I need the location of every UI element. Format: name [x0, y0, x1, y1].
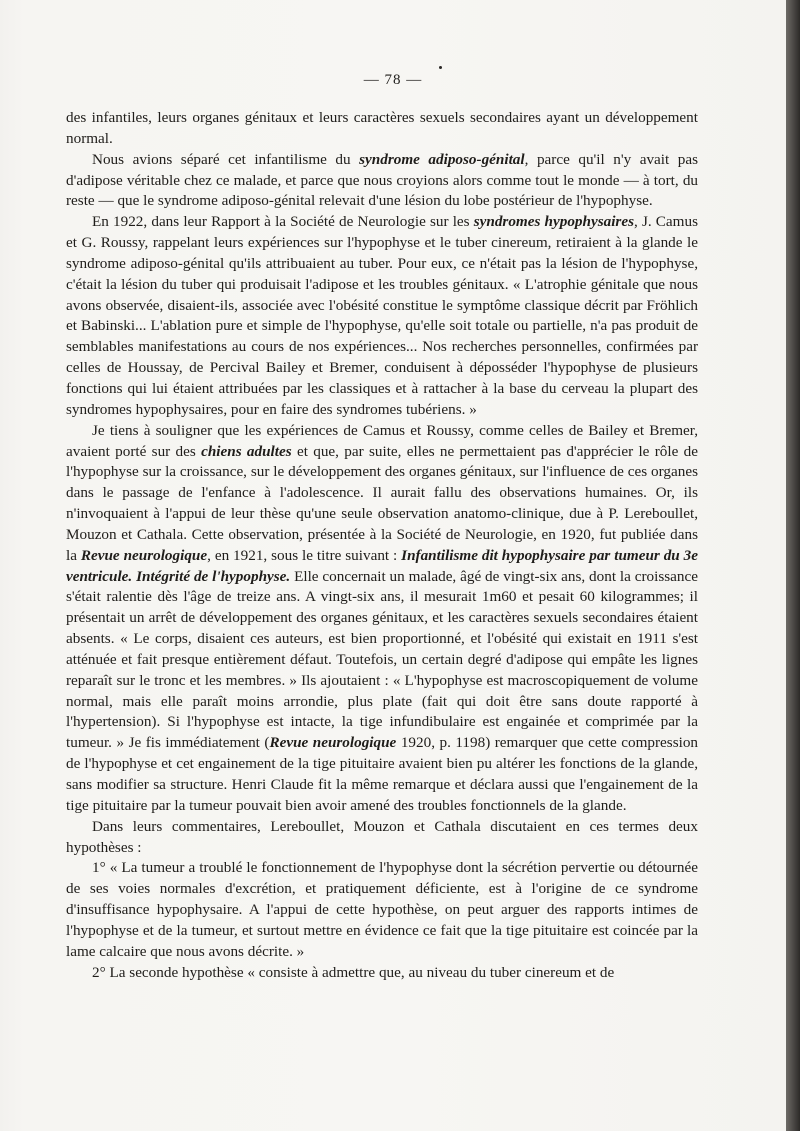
italic-phrase: Infantilisme dit hypophysaire par tumeur du 3e ventricule. Intégrité de l'hypophyse. — [66, 546, 698, 585]
text-run: 1° « La tumeur a troublé le fonctionnement de l'hypophyse dont la sécrétion pervertie ou détournée de ses voies normales d'excrétion, et pratiquement déficiente, est à l'origine de ce syndrome d'insuffisance hypophysaire. A l'appui de cette hypothèse, on peut arguer des rapports intimes de l'hypophyse et de la tumeur, et surtout mettre en évidence ce fait que la tige pituitaire est coincée par la lame calcaire que nous avons décrite. » — [66, 859, 698, 960]
text-run: Nous avions séparé cet infantilisme du — [92, 150, 360, 168]
italic-phrase: syndromes hypophysaires — [473, 213, 634, 231]
italic-phrase: syndrome adiposo-génital — [359, 150, 525, 168]
text-run: et que, par suite, elles ne permettaient pas d'apprécier le rôle de l'hypophyse sur la croissance, sur le développement des organes génitaux, sur l'influence de ces organes dans le passage de l'enfance à l'adolescence. Il aurait fallu des observations humaines. Or, ils n'invoquaient à l'appui de leur thèse qu'une seule observation anatomo-clinique, due à P. Lereboullet, Mouzon et Cathala. Cette observation, présentée à la Société de Neurologie, en 1920, fut publiée dans la — [66, 442, 698, 564]
text-run: , en 1921, sous le titre suivant : — [207, 546, 402, 564]
text-run: Elle concernait un malade, âgé de vingt-six ans, dont la croissance s'était ralentie dès l'âge de treize ans. A vingt-six ans, il mesurait 1m60 et pesait 60 kilogrammes; il présentait un arrêt de développement des organes génitaux, et les caractères sexuels secondaires étaient absents. « Le corps, disaient ces auteurs, est bien proportionné, et l'obésité qui existait en 1911 s'est atténuée et fait presque entièrement défaut. Toutefois, un certain degré d'adipose qui empâte les lignes reparaît sur le tronc et les membres. » Ils ajoutaient : « L'hypophyse est macroscopiquement de volume normal, mais elle paraît moins arrondie, plus plate (fait qui doit être sans doute rapporté à l'hypertension). Si l'hypophyse est intacte, la tige infundibulaire est engainée et comprimée par la tumeur. » Je fis immédiatement ( — [66, 567, 698, 752]
text-run: 1920, p. 1198) remarquer que cette compression de l'hypophyse et cet engainement de la tige pituitaire avaient bien pu altérer les fonctions de la glande, sans modifier sa structure. Henri Claude fit la même remarque et déclara aussi que l'engainement de la tige pituitaire par la tumeur pouvait bien avoir amené des troubles fonctionnels de la glande. — [66, 734, 699, 814]
text-run: , J. Camus et G. Roussy, rappelant leurs expériences sur l'hypophyse et le tuber cinereum, retiraient à la glande le syndrome adiposo-génital qu'ils attribuaient au tuber. Pour eux, ce n'était pas la lésion de l'hypophyse, c'était la lésion du tuber qui produisait l'adipose et les troubles génitaux. « L'atrophie génitale que nous avons observée, disaient-ils, associée avec l'obésité constitue le symptôme classique décrit par Fröhlich et Babinski... L'ablation pure et simple de l'hypophyse, qu'elle soit totale ou partielle, n'a pas produit de semblables manifestations au cours de nos expériences... Nos recherches personnelles, confirmées par celles de Houssay, de Percival Bailey et Bremer, conduisent à déposséder l'hypophyse de plusieurs fonctions qui lui étaient attribuées par les classiques et à rattacher à la base du cerveau la plupart des syndromes hypophysaires, pour en faire des syndromes tubériens. » — [66, 213, 698, 418]
paragraph — [66, 212, 698, 420]
text-run: Je tiens à souligner que les expériences de Camus et Roussy, comme celles de Bailey et Bremer, avaient porté sur des — [66, 421, 698, 460]
text-run: , parce qu'il n'y avait pas d'adipose véritable chez ce malade, et parce que nous croyions alors comme tout le monde — à tort, du reste — que le syndrome adiposo-génital relevait d'une lésion du lobe postérieur de l'hypophyse. — [66, 150, 698, 210]
text-run: 2° La seconde hypothèse « consiste à admettre que, au niveau du tuber cinereum et de — [92, 963, 615, 981]
paragraph — [66, 963, 698, 984]
italic-phrase: chiens adultes — [201, 442, 292, 460]
body-text — [66, 108, 698, 983]
paragraph — [66, 150, 698, 213]
italic-phrase: Revue neurologique — [269, 734, 397, 752]
scan-edge — [786, 0, 800, 1131]
text-run: Dans leurs commentaires, Lereboullet, Mouzon et Cathala discutaient en ces termes deux hypothèses : — [66, 817, 698, 856]
text-run: En 1922, dans leur Rapport à la Société de Neurologie sur les — [92, 213, 474, 231]
paragraph — [66, 421, 698, 817]
paragraph — [66, 108, 698, 150]
paragraph — [66, 817, 698, 859]
ink-speck — [439, 66, 442, 69]
text-run: des infantiles, leurs organes génitaux et leurs caractères sexuels secondaires ayant un développement normal. — [66, 109, 698, 147]
paragraph — [66, 858, 698, 962]
page-number: — 78 — — [363, 72, 423, 88]
italic-phrase: Revue neurologique — [80, 546, 208, 564]
